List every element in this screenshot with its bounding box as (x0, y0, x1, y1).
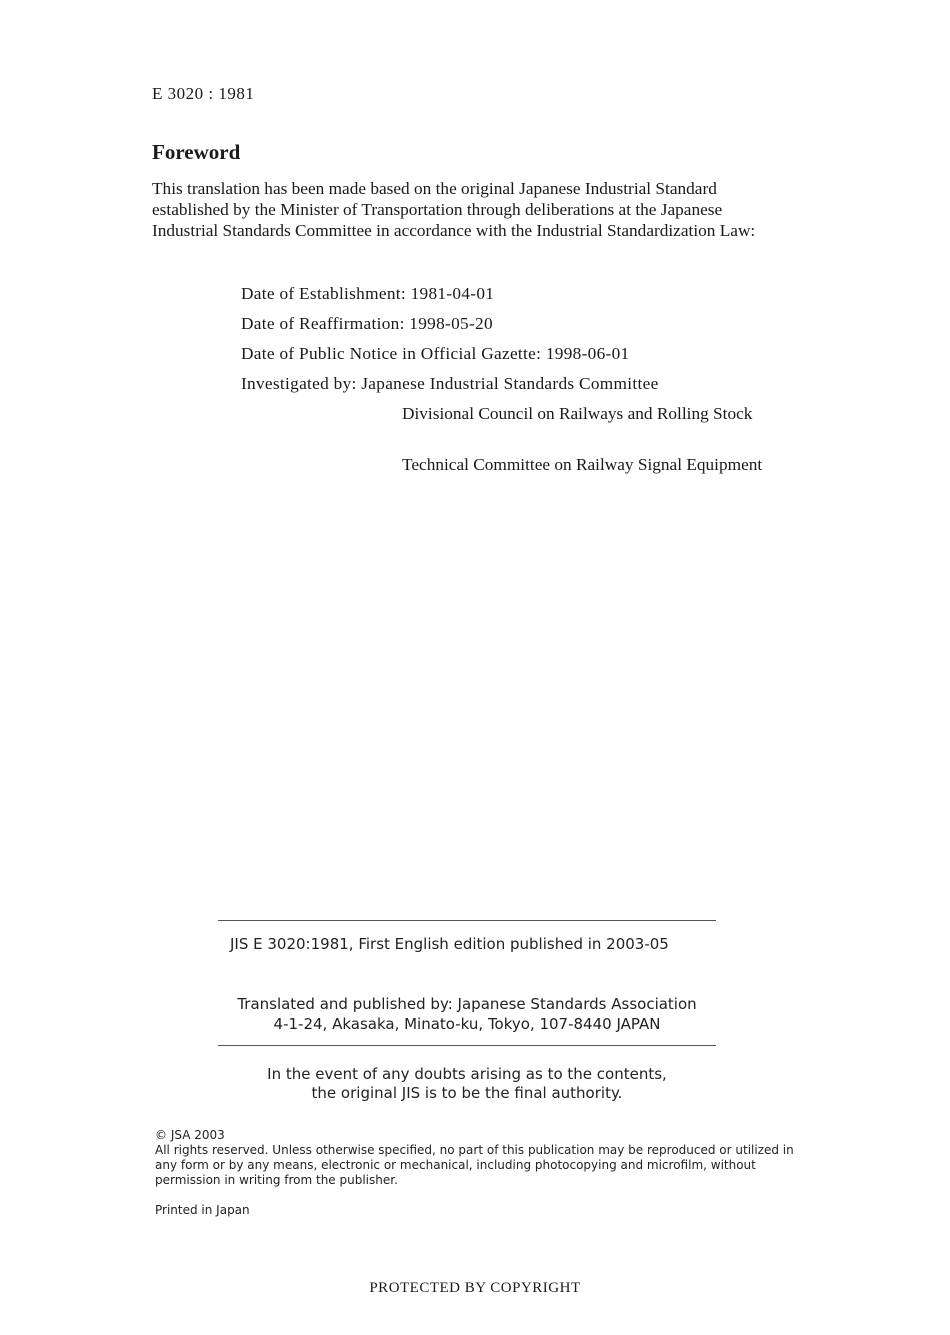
publisher-line-1: Translated and published by: Japanese Standards Association (237, 995, 697, 1013)
protected-by-copyright: PROTECTED BY COPYRIGHT (369, 1280, 581, 1296)
bottom-divider (218, 1045, 716, 1046)
date-of-public-notice: Date of Public Notice in Official Gazette: 1998-06-01 (241, 344, 630, 363)
date-of-establishment: Date of Establishment: 1981-04-01 (241, 284, 495, 303)
printed-in: Printed in Japan (155, 1203, 250, 1217)
page-title: Foreword (152, 140, 241, 164)
copyright-notice (155, 1128, 795, 1188)
top-divider (218, 920, 716, 921)
authority-line-2: the original JIS is to be the final authority. (311, 1084, 623, 1102)
investigated-by: Investigated by: Japanese Industrial Standards Committee (241, 374, 659, 393)
authority-line-1: In the event of any doubts arising as to the contents, (267, 1065, 667, 1083)
document-code: E 3020 : 1981 (152, 84, 255, 103)
rights-statement: All rights reserved. Unless otherwise specified, no part of this publication may be reproduced or utilized in any form or by any means, electronic or mechanical, including photocopying and microfilm, without permission in writing from the publisher. (155, 1143, 794, 1187)
foreword-intro: This translation has been made based on the original Japanese Industrial Standard established by the Minister of Transportation through deliberations at the Japanese Industrial Standards Committee in accordance with the Industrial Standardization Law: (152, 179, 756, 240)
edition-statement: JIS E 3020:1981, First English edition published in 2003-05 (230, 935, 669, 953)
date-of-reaffirmation: Date of Reaffirmation: 1998-05-20 (241, 314, 493, 333)
publisher-line-2: 4-1-24, Akasaka, Minato-ku, Tokyo, 107-8440 JAPAN (273, 1015, 661, 1033)
copyright-symbol: © JSA 2003 (155, 1128, 225, 1142)
divisional-council: Divisional Council on Railways and Rolling Stock (402, 404, 753, 423)
technical-committee: Technical Committee on Railway Signal Equipment (402, 455, 763, 474)
